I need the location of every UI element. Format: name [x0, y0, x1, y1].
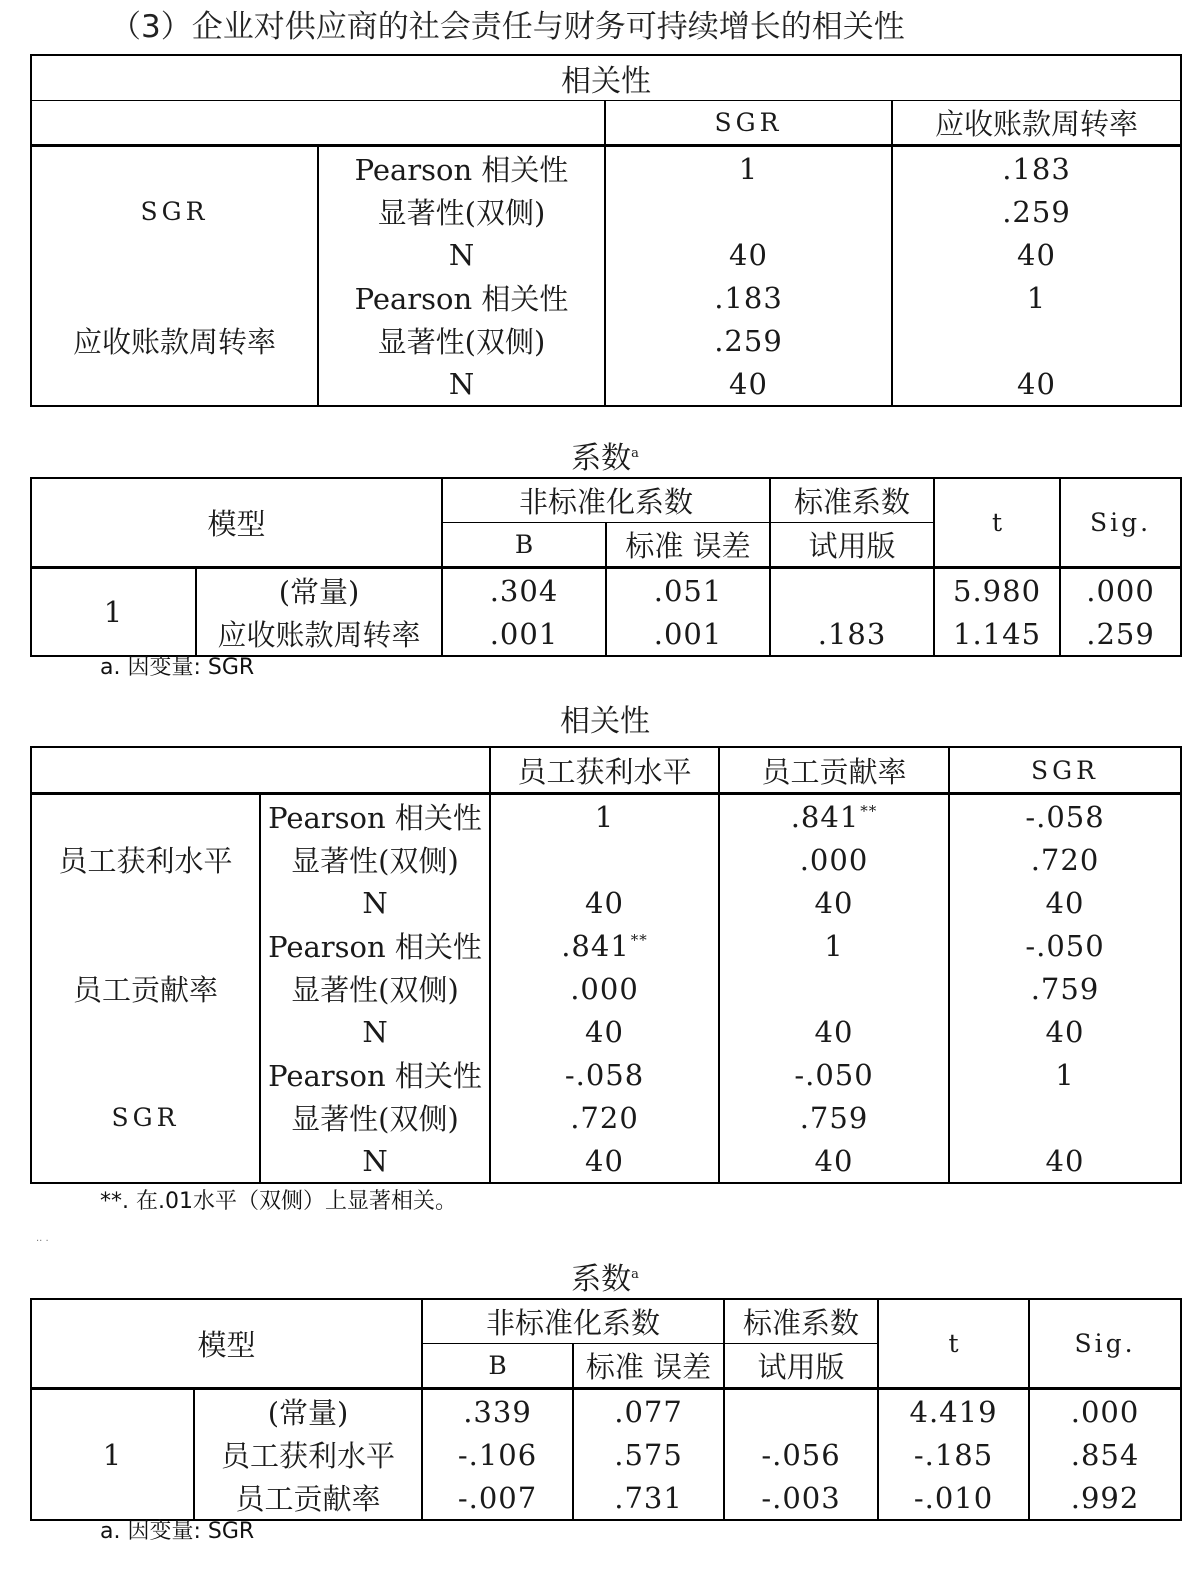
value-cell: -.010 — [878, 1476, 1029, 1520]
stat-label: 显著性(双侧) — [318, 190, 605, 233]
value-cell: -.058 — [949, 794, 1181, 839]
stat-label: 显著性(双侧) — [318, 319, 605, 362]
predictor-label: (常量) — [196, 568, 442, 613]
table-title: 系数$^a$ — [571, 1262, 639, 1297]
value-cell: .759 — [719, 1096, 949, 1139]
value-cell: .720 — [490, 1096, 719, 1139]
stat-label: 显著性(双侧) — [260, 1096, 490, 1139]
value-cell: 1 — [605, 146, 892, 191]
stat-label: N — [260, 881, 490, 924]
col-header-sgr: SGR — [605, 101, 892, 146]
header-b: B — [442, 523, 606, 568]
section-heading: （3）企业对供应商的社会责任与财务可持续增长的相关性 — [110, 9, 905, 45]
stat-label: Pearson 相关性 — [260, 794, 490, 839]
value-cell: .259 — [605, 319, 892, 362]
value-cell: .000 — [719, 838, 949, 881]
table-title: 相关性 — [31, 55, 1181, 101]
header-unstandardized: 非标准化系数 — [442, 478, 770, 523]
table-title: 相关性 — [560, 704, 650, 739]
col-header-contribution-rate: 员工贡献率 — [719, 747, 949, 794]
header-standardized: 标准系数 — [724, 1299, 878, 1344]
value-cell: .992 — [1029, 1476, 1181, 1520]
col-header-sgr: SGR — [949, 747, 1181, 794]
value-cell: -.106 — [422, 1433, 573, 1476]
header-model: 模型 — [31, 478, 442, 568]
value-cell: -.056 — [724, 1433, 878, 1476]
stat-label: 显著性(双侧) — [260, 967, 490, 1010]
col-header-ar-turnover: 应收账款周转率 — [892, 101, 1181, 146]
footnote: **. 在.01水平（双侧）上显著相关。 — [100, 1189, 457, 1214]
value-cell: .001 — [606, 612, 770, 656]
stat-label: N — [318, 233, 605, 276]
footnote: a. 因变量: SGR — [100, 655, 255, 680]
corner-cell — [31, 101, 605, 146]
stat-label: Pearson 相关性 — [318, 276, 605, 319]
value-cell: .001 — [442, 612, 606, 656]
value-cell — [605, 190, 892, 233]
header-beta: 试用版 — [724, 1344, 878, 1389]
header-standardized: 标准系数 — [770, 478, 934, 523]
value-cell: 40 — [949, 1139, 1181, 1183]
value-cell: -.050 — [719, 1053, 949, 1096]
stat-label: N — [260, 1139, 490, 1183]
stat-label: Pearson 相关性 — [318, 146, 605, 191]
header-sig: Sig. — [1060, 478, 1181, 568]
value-cell: 1 — [949, 1053, 1181, 1096]
footnote-marker: a — [631, 446, 639, 461]
value-cell: 40 — [719, 1139, 949, 1183]
col-header-profit-level: 员工获利水平 — [490, 747, 719, 794]
header-b: B — [422, 1344, 573, 1389]
value-cell: -.007 — [422, 1476, 573, 1520]
value-cell: .259 — [892, 190, 1181, 233]
value-cell: 40 — [949, 881, 1181, 924]
value-cell: .183 — [770, 612, 934, 656]
predictor-label: 员工贡献率 — [194, 1476, 422, 1520]
value-cell: 40 — [490, 881, 719, 924]
stat-label: N — [260, 1010, 490, 1053]
value-cell: .183 — [892, 146, 1181, 191]
value-cell: .759 — [949, 967, 1181, 1010]
value-cell-starred: .841** — [719, 794, 949, 839]
coefficients-table-2 — [30, 1298, 1182, 1521]
row-group-label: 员工获利水平 — [31, 794, 260, 925]
value-cell: 40 — [490, 1139, 719, 1183]
significance-marker: ** — [860, 801, 878, 820]
row-group-label: 员工贡献率 — [31, 924, 260, 1053]
value-cell: .000 — [1029, 1389, 1181, 1434]
value-cell — [892, 319, 1181, 362]
value-cell: 40 — [719, 881, 949, 924]
stat-label: Pearson 相关性 — [260, 1053, 490, 1096]
value-cell: .854 — [1029, 1433, 1181, 1476]
correlation-table-2 — [30, 746, 1182, 1184]
row-group-label: 应收账款周转率 — [31, 276, 318, 406]
model-number: 1 — [31, 568, 196, 657]
scan-artifact: ·· · — [36, 1236, 49, 1247]
stat-label: Pearson 相关性 — [260, 924, 490, 967]
value-cell — [724, 1389, 878, 1434]
value-cell: .720 — [949, 838, 1181, 881]
correlation-table-1 — [30, 54, 1182, 407]
header-model: 模型 — [31, 1299, 422, 1389]
value-cell: .304 — [442, 568, 606, 613]
value-cell: -.003 — [724, 1476, 878, 1520]
value-cell: .051 — [606, 568, 770, 613]
predictor-label: (常量) — [194, 1389, 422, 1434]
value-cell: .000 — [1060, 568, 1181, 613]
stat-label: N — [318, 362, 605, 406]
footnote: a. 因变量: SGR — [100, 1519, 255, 1544]
value-cell — [949, 1096, 1181, 1139]
corner-cell — [31, 747, 490, 794]
value-cell: 1 — [490, 794, 719, 839]
value-cell: 5.980 — [934, 568, 1060, 613]
value-cell: .575 — [573, 1433, 724, 1476]
predictor-label: 员工获利水平 — [194, 1433, 422, 1476]
predictor-label: 应收账款周转率 — [196, 612, 442, 656]
footnote-marker: a — [631, 1267, 639, 1282]
value-cell: 1 — [892, 276, 1181, 319]
value-cell: 40 — [892, 233, 1181, 276]
value-cell — [719, 967, 949, 1010]
header-beta: 试用版 — [770, 523, 934, 568]
header-t: t — [878, 1299, 1029, 1389]
value-cell: 1.145 — [934, 612, 1060, 656]
value-cell-starred: .841** — [490, 924, 719, 967]
row-group-label: SGR — [31, 1053, 260, 1183]
value-cell: .731 — [573, 1476, 724, 1520]
value-cell: 40 — [949, 1010, 1181, 1053]
value-cell: .183 — [605, 276, 892, 319]
header-t: t — [934, 478, 1060, 568]
value-cell: 1 — [719, 924, 949, 967]
header-std-error: 标准 误差 — [606, 523, 770, 568]
value-cell: 40 — [892, 362, 1181, 406]
significance-marker: ** — [630, 930, 648, 949]
coefficients-table-1 — [30, 477, 1182, 657]
value-cell: -.058 — [490, 1053, 719, 1096]
model-number: 1 — [31, 1389, 194, 1521]
value-cell: 40 — [490, 1010, 719, 1053]
row-group-label: SGR — [31, 146, 318, 277]
value-cell: -.185 — [878, 1433, 1029, 1476]
value-cell — [770, 568, 934, 613]
header-sig: Sig. — [1029, 1299, 1181, 1389]
value-cell: 40 — [605, 362, 892, 406]
value-cell: .077 — [573, 1389, 724, 1434]
value-cell: 40 — [605, 233, 892, 276]
value-cell: .259 — [1060, 612, 1181, 656]
header-unstandardized: 非标准化系数 — [422, 1299, 724, 1344]
value-cell: .000 — [490, 967, 719, 1010]
stat-label: 显著性(双侧) — [260, 838, 490, 881]
value-cell: .339 — [422, 1389, 573, 1434]
header-std-error: 标准 误差 — [573, 1344, 724, 1389]
value-cell: -.050 — [949, 924, 1181, 967]
table-title: 系数$^a$ — [571, 441, 639, 476]
value-cell: 40 — [719, 1010, 949, 1053]
value-cell: 4.419 — [878, 1389, 1029, 1434]
value-cell — [490, 838, 719, 881]
